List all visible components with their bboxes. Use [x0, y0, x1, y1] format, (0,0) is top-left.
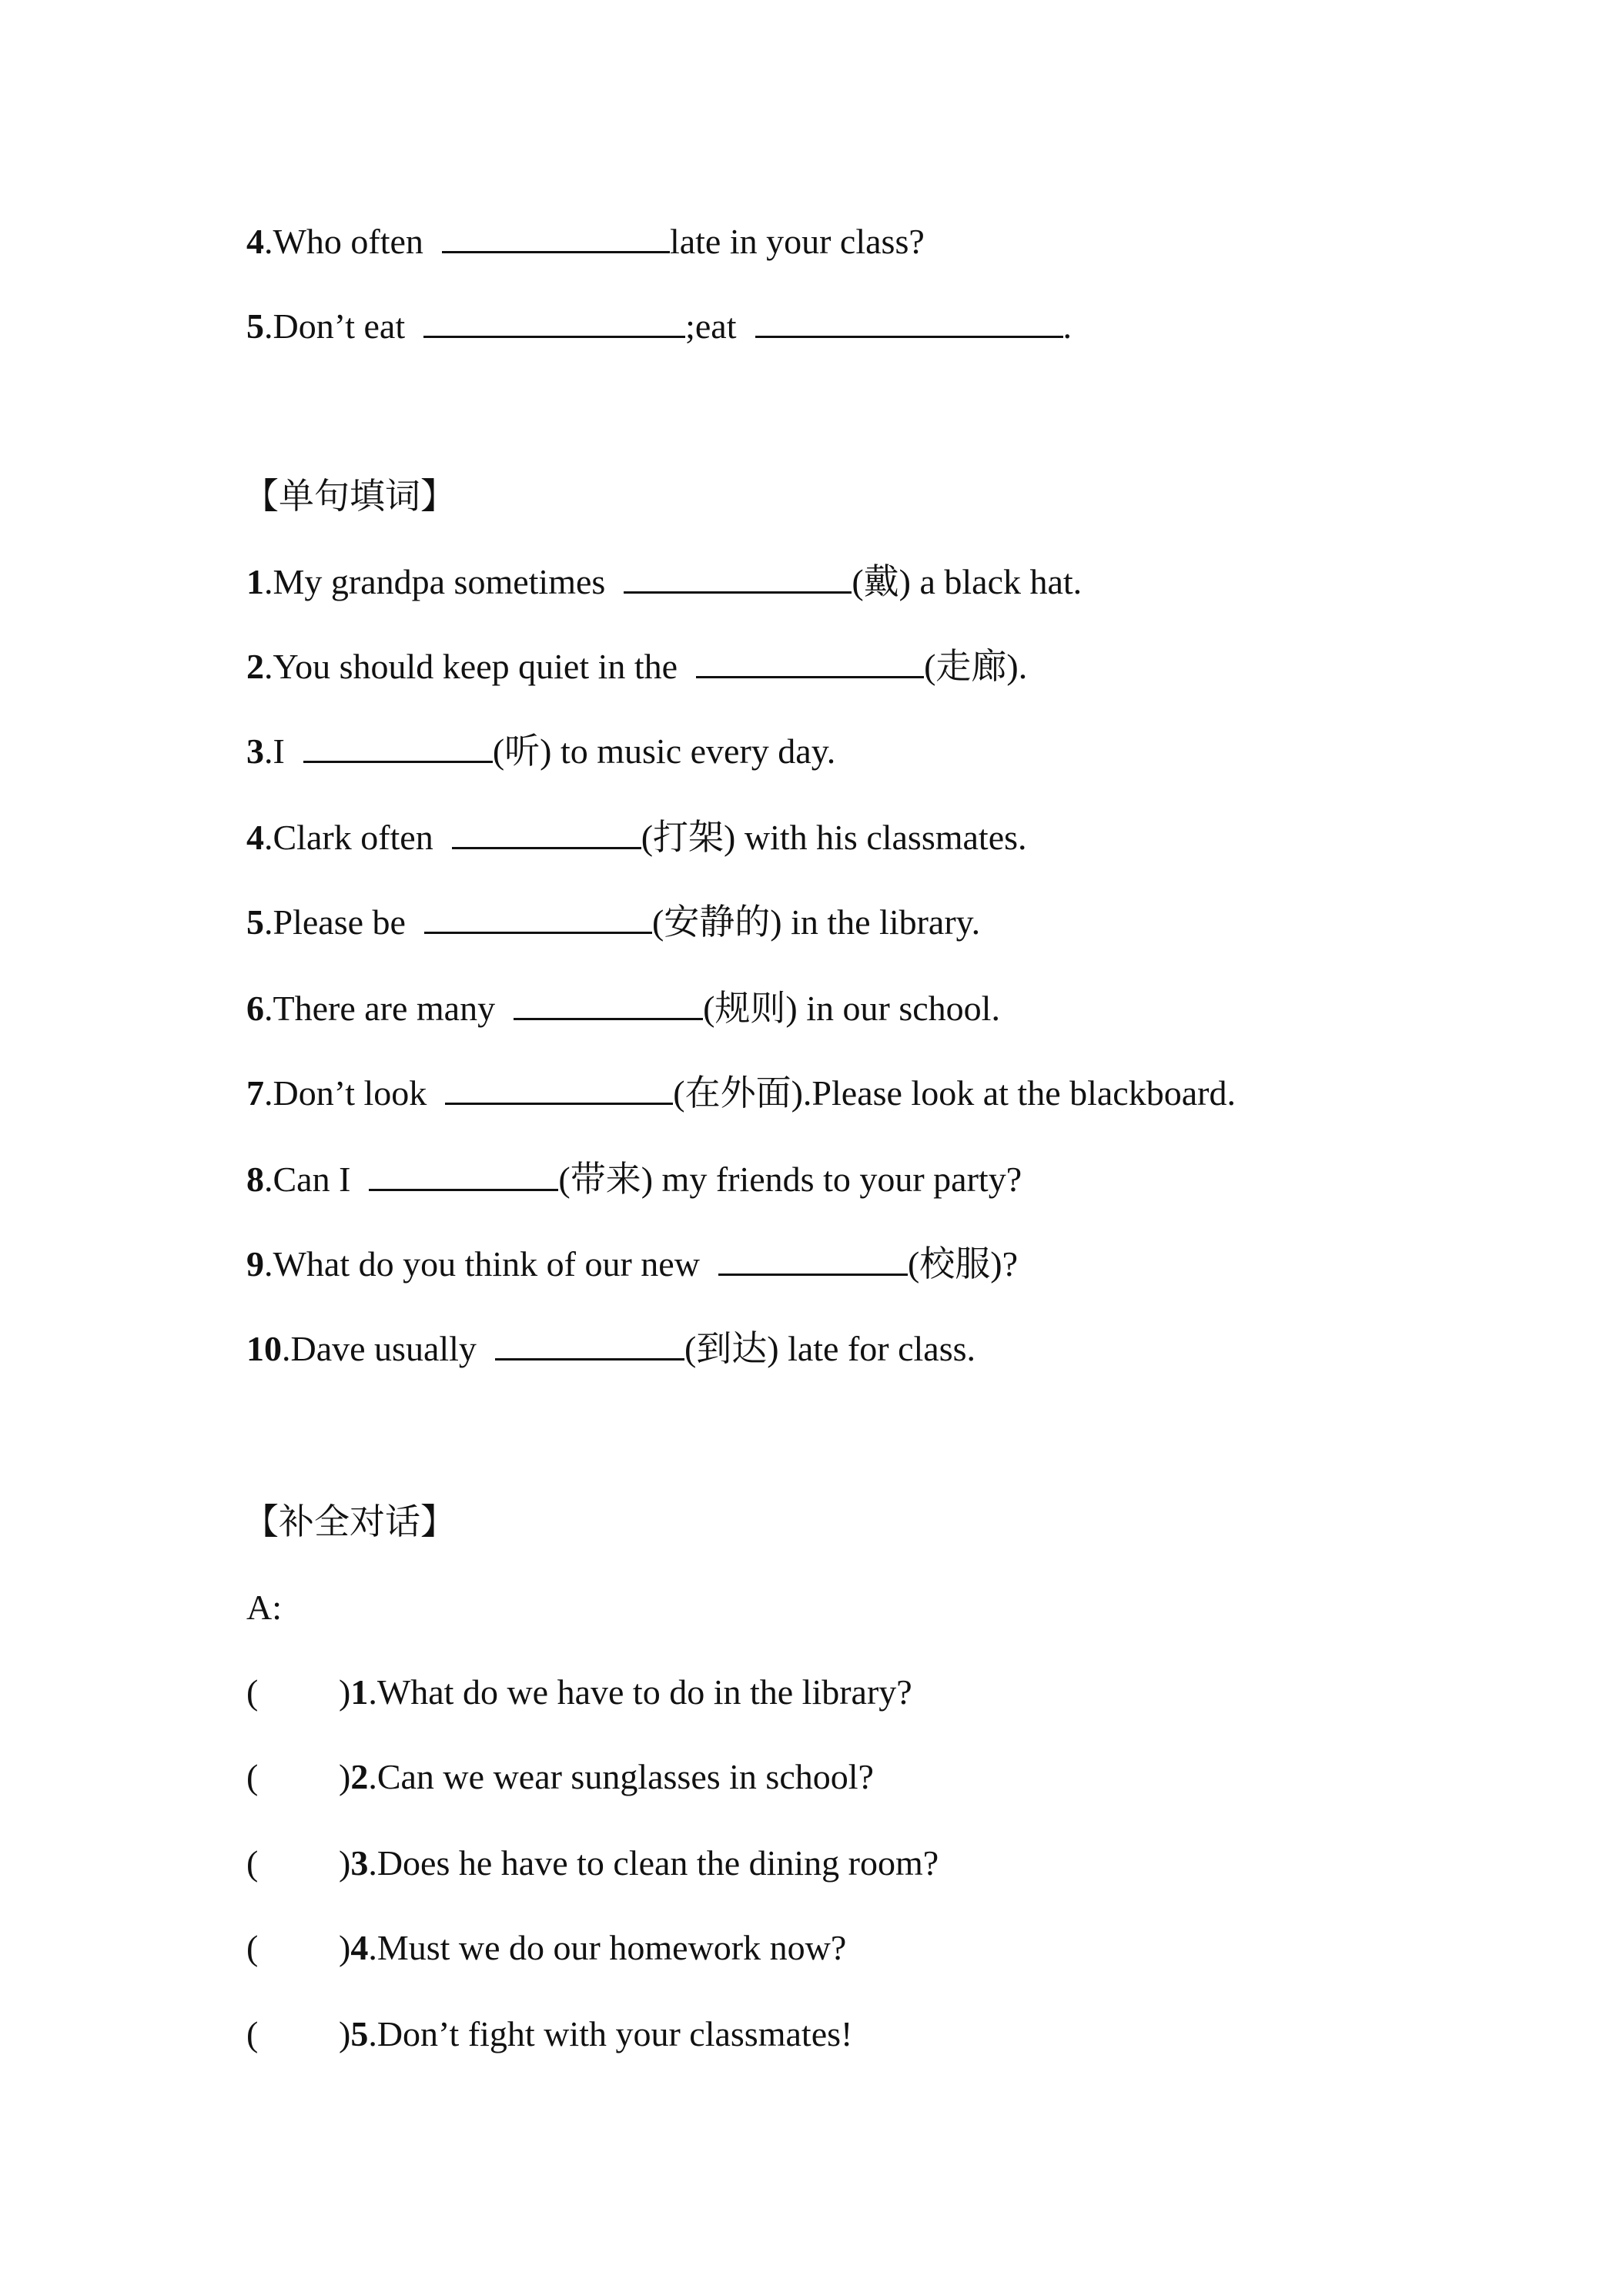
single-question-10	[246, 1326, 975, 1372]
single-question-6	[246, 986, 1000, 1032]
answer-bracket-close: )	[339, 1843, 351, 1883]
question-text: .Don’t look	[264, 1073, 427, 1113]
question-text: .	[1062, 306, 1073, 346]
question-text: .Dave usually	[282, 1329, 477, 1368]
dialogue-question-2	[246, 1754, 874, 1800]
answer-blank[interactable]	[696, 645, 924, 678]
question-number: 6	[246, 989, 264, 1028]
prev-question-5	[246, 303, 1072, 350]
answer-bracket-open[interactable]: (	[246, 1928, 259, 1967]
question-text: (在外面).Please look at the blackboard.	[673, 1073, 1236, 1113]
question-text: (安静的) in the library.	[651, 902, 981, 942]
single-question-2	[246, 644, 1027, 690]
answer-bracket-close: )	[339, 2014, 351, 2053]
answer-blank[interactable]	[369, 1158, 558, 1191]
question-text: .You should keep quiet in the	[264, 647, 678, 686]
question-text: .Don’t eat	[264, 306, 406, 346]
question-number: 7	[246, 1073, 264, 1113]
question-number: 8	[246, 1160, 264, 1199]
question-text: .Can I	[264, 1160, 351, 1199]
question-number: 2	[246, 647, 264, 686]
dialogue-question-4	[246, 1925, 846, 1971]
question-text: (规则) in our school.	[703, 989, 1000, 1028]
answer-bracket-close: )	[339, 1672, 351, 1712]
question-text: .What do you think of our new	[264, 1244, 700, 1284]
question-text: late in your class?	[669, 222, 925, 261]
single-question-7	[246, 1070, 1236, 1116]
question-number: 10	[246, 1329, 282, 1368]
question-number: 5	[246, 306, 264, 346]
question-number: 4	[246, 222, 264, 261]
answer-bracket-open[interactable]: (	[246, 1672, 259, 1712]
single-question-1	[246, 559, 1082, 605]
question-text: (打架) with his classmates.	[641, 818, 1027, 857]
question-number: 5	[350, 2014, 369, 2053]
section-heading-dialogue: 【补全对话】	[243, 1501, 456, 1542]
question-text: (到达) late for class.	[684, 1329, 976, 1368]
question-text: .Can we wear sunglasses in school?	[368, 1757, 874, 1796]
answer-blank[interactable]	[495, 1327, 684, 1361]
answer-blank[interactable]	[424, 901, 652, 934]
question-number: 4	[246, 818, 264, 857]
answer-blank[interactable]	[303, 730, 493, 763]
question-text: .Don’t fight with your classmates!	[368, 2014, 853, 2053]
dialogue-question-1	[246, 1669, 912, 1715]
question-number: 9	[246, 1244, 264, 1284]
answer-blank[interactable]	[514, 987, 703, 1020]
single-question-4	[246, 815, 1027, 861]
question-text: (走廊).	[924, 647, 1028, 686]
question-text: .Clark often	[264, 818, 433, 857]
single-question-3	[246, 728, 835, 775]
question-number: 1	[246, 562, 264, 601]
question-text: (戴) a black hat.	[852, 562, 1083, 601]
question-number: 3	[350, 1843, 369, 1883]
question-text: (带来) my friends to your party?	[558, 1160, 1022, 1199]
single-question-8	[246, 1156, 1022, 1203]
question-text: .Must we do our homework now?	[368, 1928, 847, 1967]
question-text: .I	[264, 731, 285, 771]
answer-bracket-open[interactable]: (	[246, 1843, 259, 1883]
answer-blank[interactable]	[452, 816, 641, 849]
dialogue-question-3	[246, 1840, 939, 1886]
question-number: 5	[246, 902, 264, 942]
answer-blank[interactable]	[442, 220, 670, 253]
question-text: (听) to music every day.	[492, 731, 836, 771]
dialogue-group-label: A:	[246, 1588, 282, 1627]
answer-blank[interactable]	[755, 305, 1063, 338]
prev-question-4	[246, 219, 925, 265]
section-heading-single: 【单句填词】	[243, 475, 456, 517]
question-text: .Please be	[264, 902, 406, 942]
answer-blank[interactable]	[718, 1243, 908, 1276]
question-text: (校服)?	[907, 1244, 1019, 1284]
answer-blank[interactable]	[445, 1072, 673, 1105]
dialogue-question-5	[246, 2011, 852, 2057]
answer-bracket-close: )	[339, 1757, 351, 1796]
answer-bracket-close: )	[339, 1928, 351, 1967]
question-number: 3	[246, 731, 264, 771]
question-number: 2	[350, 1757, 369, 1796]
question-text: ;eat	[685, 306, 737, 346]
answer-bracket-open[interactable]: (	[246, 2014, 259, 2053]
single-question-5	[246, 899, 980, 946]
question-text: .There are many	[264, 989, 496, 1028]
question-number: 1	[350, 1672, 369, 1712]
question-number: 4	[350, 1928, 369, 1967]
question-text: .What do we have to do in the library?	[368, 1672, 912, 1712]
single-question-9	[246, 1241, 1018, 1287]
question-text: .Does he have to clean the dining room?	[368, 1843, 939, 1883]
question-text: .Who often	[264, 222, 423, 261]
question-text: .My grandpa sometimes	[264, 562, 606, 601]
answer-blank[interactable]	[624, 561, 852, 594]
answer-blank[interactable]	[423, 305, 685, 338]
answer-bracket-open[interactable]: (	[246, 1757, 259, 1796]
